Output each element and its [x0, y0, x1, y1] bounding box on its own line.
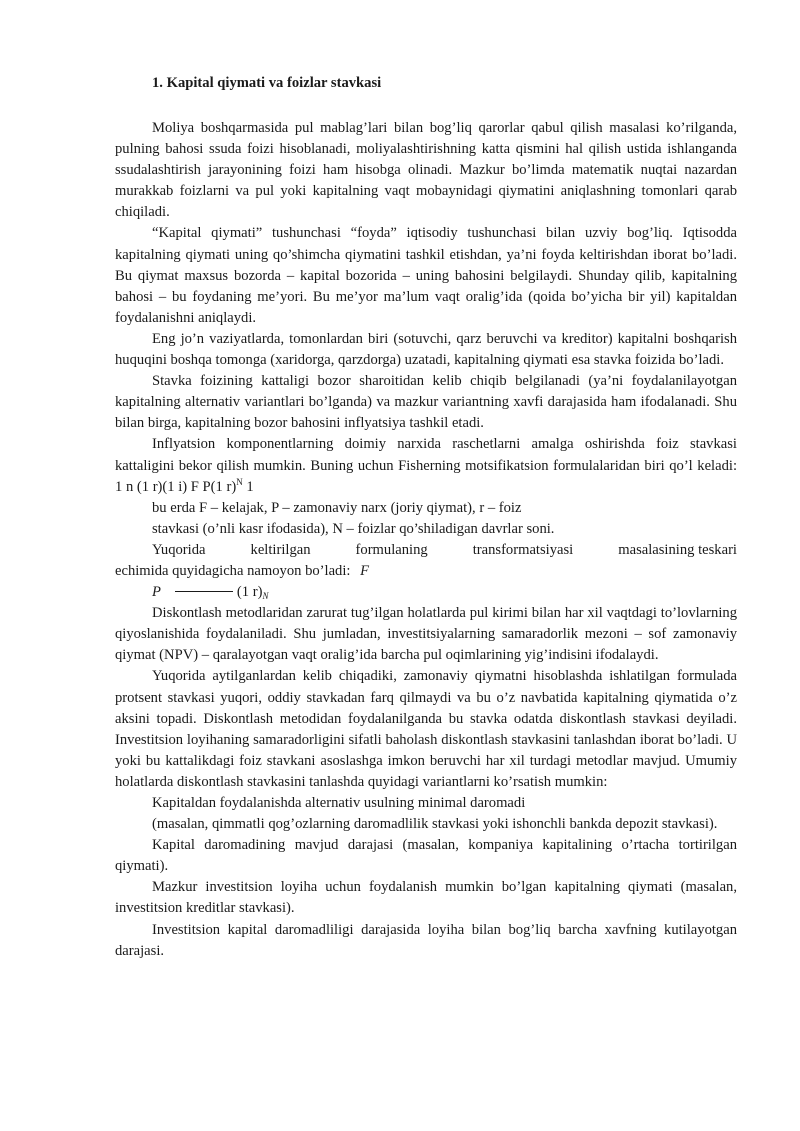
- fisher-formula-exponent: N: [236, 476, 243, 487]
- formula-denominator: (1 r): [236, 584, 263, 601]
- formula-denominator-sub: N: [262, 591, 269, 602]
- paragraph-discount-rate: Yuqorida aytilganlardan kelib chiqadiki, zamonaviy qiymatni hisoblashda ishlatilgan formulada protsent stavkasi yuqori, oddiy stavkadan farq qilmaydi va bu o’z navbatida kapitalning qiymatida o’z aksini topadi. Diskontlash metodidan foydalanilganda bu stavka odatda diskontlash stavkasi deyiladi. Investitsion loyihaning samaradorligini sifatli baholash diskontlash stavkasini tanlashdan iborat bo’ladi. U yoki bu kattalikdagi foiz stavkani asoslashga imkon beruvchi har xil turdagi metodlar mavjud. Umumiy holatlarda diskontlash stavkasini tanlashda quyidagi variantlarni ko’rsatish mumkin:: [115, 668, 737, 790]
- transform-word-2: keltirilgan: [250, 541, 311, 558]
- paragraph-capital-value: “Kapital qiymati” tushunchasi “foyda” iqtisodiy tushunchasi bilan uzviy bog’liq. Iqtisodda kapitalning qiymati uning qo’shimcha qiymatini tashkil etishdan, ya’ni foyda keltirishdan iborat bo’ladi. Bu qiymat maxsus bozorda – kapital bozorida – uning bahosini belgilaydi. Shunday qilib, kapitalning bahosi – bu foydaning me’yori. Bu me’yor ma’lum vaqt oralig’ida (qoida bo’yicha bir yil) kapitaldan foydalanishni aniqlaydi.: [115, 225, 737, 326]
- document-body: [115, 118, 737, 962]
- fisher-formula: [115, 476, 254, 495]
- paragraph-present-value-formula: [115, 582, 737, 603]
- paragraph-fisher: [115, 434, 737, 497]
- paragraph-discounting: Diskontlash metodlaridan zarurat tug’ilgan holatlarda pul kirimi bilan har xil vaqtdagi to’lovlarning qiyoslanishida foydalaniladi. Shu jumladan, investitsiyalarning samaradorlik mezoni – sof zamonaviy qiymat (NPV) – qaralayotgan vaqt oralig’ida barcha pul oqimlarining yig’indisini ifodalaydi.: [115, 605, 737, 664]
- transform-word-5: masalasining teskari: [618, 541, 737, 558]
- transform-tail-text: echimida quyidagicha namoyon bo’ladi:: [115, 562, 351, 579]
- fisher-formula-tail: 1: [242, 478, 254, 495]
- paragraph-option-3: Mazkur investitsion loyiha uchun foydalanish mumkin bo’lgan kapitalning qiymati (masalan, investitsion kreditlar stavkasi).: [115, 879, 737, 917]
- transform-word-1: Yuqorida: [152, 541, 206, 558]
- transform-word-4: transformatsiyasi: [472, 541, 574, 558]
- paragraph-rate-size: Stavka foizining kattaligi bozor sharoitidan kelib chiqib belgilanadi (ya’ni foydalanilayotgan kapitalning alternativ variantlari bo’lganda) va mazkur variantning xavfi darajasida ham ifodalanadi. Shu bilan birga, kapitalning bozor bahosini inflyatsiya tashkil etadi.: [115, 373, 737, 432]
- paragraph-option-1: Kapitaldan foydalanishda alternativ usulning minimal daromadi: [152, 795, 526, 811]
- paragraph-transform-line: [115, 540, 737, 561]
- paragraph-legend-1: bu erda F – kelajak, P – zamonaviy narx (joriy qiymat), r – foiz: [152, 499, 522, 516]
- paragraph-option-2: Kapital daromadining mavjud darajasi (masalan, kompaniya kapitalining o’rtacha tortirilgan qiymati).: [115, 837, 737, 875]
- paragraph-legend-2: stavkasi (o’nli kasr ifodasida), N – foizlar qo’shiladigan davrlar soni.: [152, 520, 555, 537]
- paragraph-intro: Moliya boshqarmasida pul mablag’lari bilan bog’liq qarorlar qabul qilish masalasi ko’rilganda, pulning bahosi ssuda foizi hisoblanadi, moliyalashtirishning katta qismini hal qilish ustida ishlanganda ssudalashtirish jarayonining foizi ham hisobga olinadi. Mazkur bo’limda matematik nuqtai nazardan murakkab foizlarni va pul yoki kapitalning vaqt mobaynidagi qiymatini aniqlashning tomonlari qarab chiqiladi.: [115, 120, 737, 221]
- paragraph-simple-cases: Eng jo’n vaziyatlarda, tomonlardan biri (sotuvchi, qarz beruvchi va kreditor) kapitalni boshqarish huquqini boshqa tomonga (xaridorga, qarzdorga) uzatadi, kapitalning qiymati esa stavka foizida bo’ladi.: [115, 330, 737, 369]
- transform-word-3: formulaning: [355, 541, 428, 558]
- section-title: 1. Kapital qiymati va foizlar stavkasi: [152, 75, 382, 91]
- paragraph-option-4: Investitsion kapital daromadliligi darajasida loyiha bilan bog’liq barcha xavfning kutilayotgan darajasi.: [115, 921, 737, 959]
- fisher-formula-body: 1 n (1 r)(1 i) F P(1 r): [115, 478, 237, 495]
- fisher-text: Inflyatsion komponentlarning doimiy narxida raschetlarni amalga oshirishda foiz stavkasi kattaligini bekor qilish mumkin. Buning uchun Fisherning motsifikatsion formulalaridan biri qo’l keladi:: [115, 436, 737, 474]
- paragraph-option-1-example: (masalan, qimmatli qog’ozlarning daromadlilik stavkasi yoki ishonchli bankda depozit stavkasi).: [152, 816, 718, 833]
- paragraph-transform-tail: [115, 561, 737, 582]
- formula-P: P: [152, 584, 161, 601]
- fraction-line: [175, 591, 233, 592]
- formula-F: F: [360, 562, 370, 579]
